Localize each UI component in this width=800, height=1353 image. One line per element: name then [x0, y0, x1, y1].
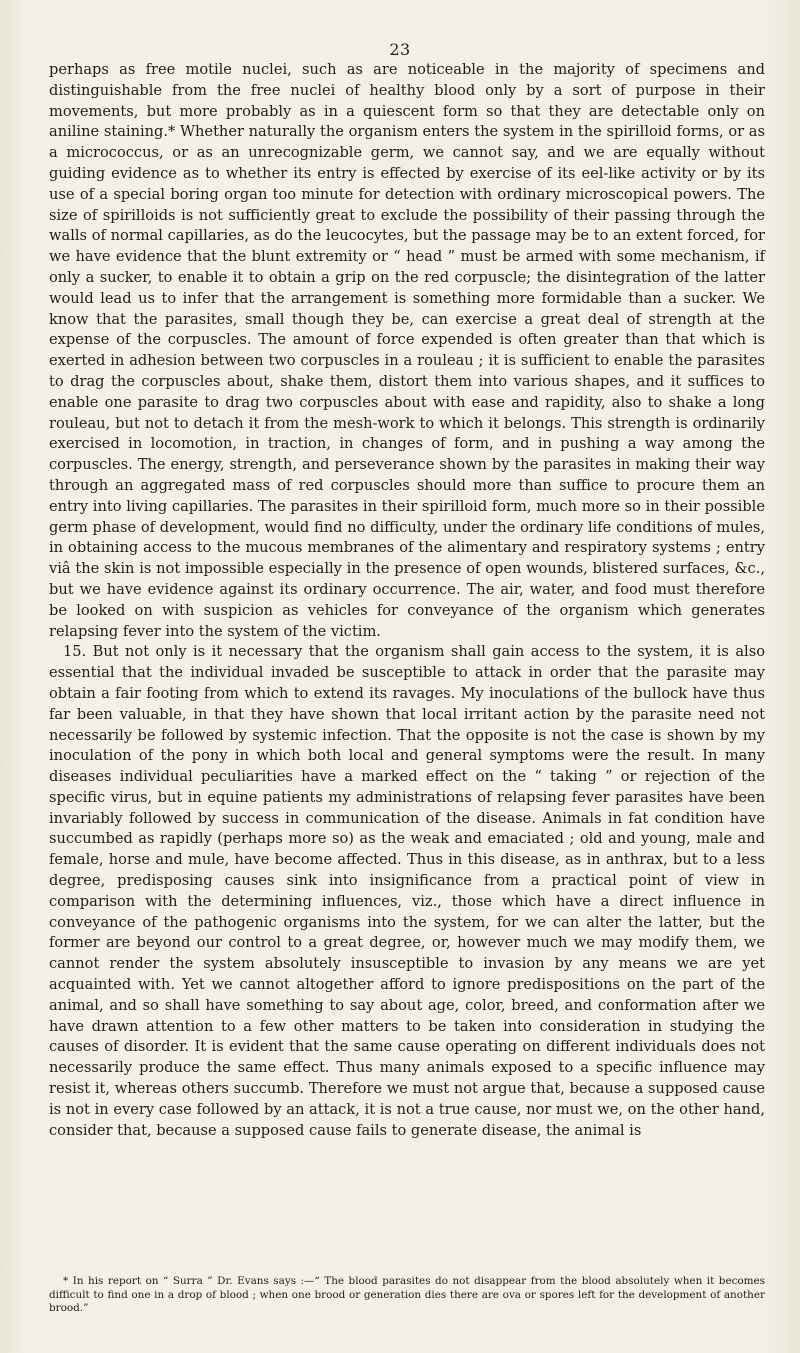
footnote: * In his report on “ Surra ” Dr. Evans says :—“ The blood parasites do not disappear from the blood absolutely when it becomes difficult to find one in a drop of blood ; when one brood or generation dies there are ova or spores left for the development of another brood.” [49, 1275, 765, 1314]
paragraph: 15. But not only is it necessary that the organism shall gain access to the system, it is also essential that the individual invaded be susceptible to attack in order that the parasite may obtain a fair footing from which to extend its ravages. My inoculations of the bullock have thus far been valuable, in that they have shown that local irritant action by the parasite need not necessarily be followed by systemic infection. That the opposite is not the case is shown by my inoculation of the pony in which both local and general symptoms were the result. In many diseases individual peculiarities have a marked effect on the “ taking ” or rejection of the specific virus, but in equine patients my administrations of relapsing fever parasites have been invariably followed by success in communication of the disease. Animals in fat condition have succumbed as rapidly (perhaps more so) as the weak and emaciated ; old and young, male and female, horse and mule, have become affected. Thus in this disease, as in anthrax, but to a less degree, predisposing causes sink into insignificance from a practical point of view in comparison with the determining influences, viz., those which have a direct influence in conveyance of the pathogenic organisms into the system, for we can alter the latter, but the former are beyond our control to a great degree, or, however much we may modify them, we cannot render the system absolutely insusceptible to invasion by any means we are yet acquainted with. Yet we cannot altogether afford to ignore predispositions on the part of the animal, and so shall have something to say about age, color, breed, and conformation after we have drawn attention to a few other matters to be taken into consideration in studying the causes of disorder. It is evident that the same cause operating on different individuals does not necessarily produce the same effect. Thus many animals exposed to a specific influence may resist it, whereas others succumb. Therefore we must not argue that, because a supposed cause is not in every case followed by an attack, it is not a true cause, nor must we, on the other hand, consider that, because a supposed cause fails to generate disease, the animal is [49, 643, 765, 1139]
page-number: 23 [389, 40, 411, 59]
paragraph: perhaps as free motile nuclei, such as are noticeable in the majority of specimens and distinguishable from the free nuclei of healthy blood only by a sort of purpose in their movements, but more probably as in a quiescent form so that they are detectable only on aniline staining.* Whether naturally the organism enters the system in the spirilloid forms, or as a micrococcus, or as an unrecognizable germ, we cannot say, and we are equally without guiding evidence as to whether its entry is effected by exercise of its eel-like activity or by its use of a special boring organ too minute for detection with ordinary microscopical powers. The size of spirilloids is not sufficiently great to exclude the possibility of their passing through the walls of normal capillaries, as do the leucocytes, but the passage may be to an extent forced, for we have evidence that the blunt extremity or “ head ” must be armed with some mechanism, if only a sucker, to enable it to obtain a grip on the red corpuscle; the disintegration of the latter would lead us to infer that the arrangement is something more formidable than a sucker. We know that the parasites, small though they be, can exercise a great deal of strength at the expense of the corpuscles. The amount of force expended is often greater than that which is exerted in adhesion between two corpuscles in a rouleau ; it is sufficient to enable the parasites to drag the corpuscles about, shake them, distort them into various shapes, and it suffices to enable one parasite to drag two corpuscles about with ease and rapidity, also to shake a long rouleau, but not to detach it from the mesh-work to which it belongs. This strength is ordinarily exercised in locomotion, in traction, in changes of form, and in pushing a way among the corpuscles. The energy, strength, and perseverance shown by the parasites in making their way through an aggregated mass of red corpuscles should more than suffice to procure them an entry into living capillaries. The parasites in their spirilloid form, much more so in their possible germ phase of development, would find no difficulty, under the ordinary life conditions of mules, in obtaining access to the mucous membranes of the alimentary and respiratory systems ; entry viâ the skin is not impossible especially in the presence of open wounds, blistered surfaces, &c., but we have evidence against its ordinary occurrence. The air, water, and food must therefore be looked on with suspicion as vehicles for conveyance of the organism which generates relapsing fever into the system of the victim. [49, 61, 765, 640]
body-text [49, 60, 765, 1141]
